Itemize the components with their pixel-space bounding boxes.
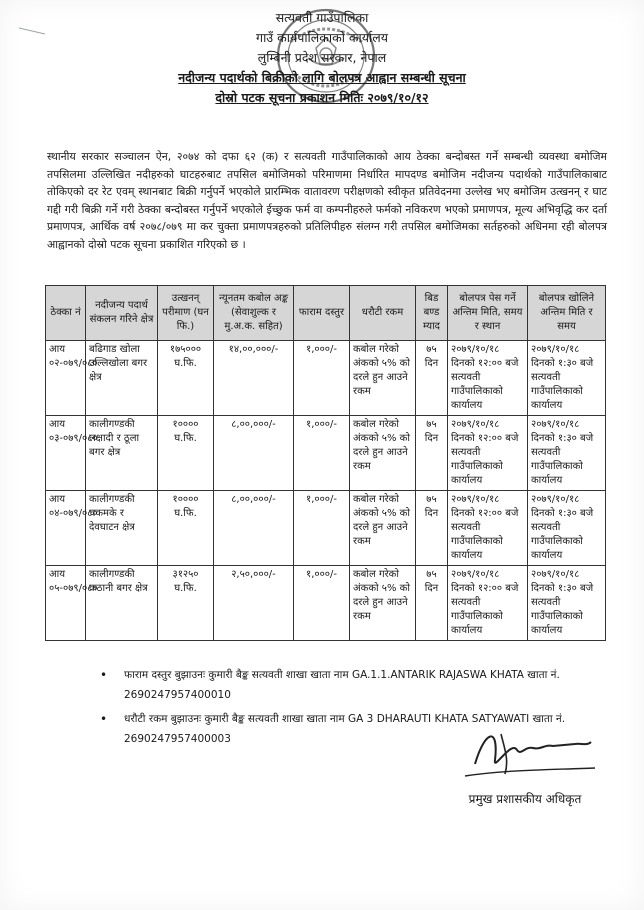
cell-form-fee: १,०००/-: [294, 566, 350, 641]
office-name: गाउँ कार्यपालिकाको कार्यालय: [256, 30, 388, 45]
cell-min-bid: ८,००,०००/-: [214, 491, 294, 566]
cell-contract-no: आय ०२-०७९/०८०: [46, 341, 86, 416]
note-deposit: धरौटी रकम बुझाउनः कुमारी बैङ्क सत्यवती शाखा खाता नाम GA 3 DHARAUTI KHATA SATYAWATI खाता नं. 2690247957400003: [124, 713, 566, 745]
header-area: नदीजन्य पदार्थ संकलन गरिने क्षेत्र: [86, 286, 158, 341]
header-quantity: उत्खनन् परीमाण (घन फि.): [158, 286, 214, 341]
header-deposit: धरौटी रकम: [350, 286, 416, 341]
cell-quantity: ३१२५० घ.फि.: [158, 566, 214, 641]
list-item: [100, 665, 612, 705]
note-form-fee: फाराम दस्तुर बुझाउनः कुमारी बैङ्क सत्यवती शाखा खाता नाम GA.1.1.ANTARIK RAJASWA KHATA खाता नं. 2690247957400010: [124, 669, 560, 701]
cell-min-bid: १४,००,०००/-: [214, 341, 294, 416]
cell-form-fee: १,०००/-: [294, 341, 350, 416]
cell-deposit: कबोल गरेको अंकको ५% को दरले हुन आउने रकम: [350, 341, 416, 416]
table-row: [46, 566, 606, 641]
cell-bid-bond: ७५ दिन: [416, 416, 448, 491]
header-form-fee: फाराम दस्तुर: [294, 286, 350, 341]
cell-quantity: १७५००० घ.फि.: [158, 341, 214, 416]
cell-deposit: कबोल गरेको अंकको ५% को दरले हुन आउने रकम: [350, 491, 416, 566]
notice-subtitle: दोस्रो पटक सूचना प्रकाशन मितिः २०७९/१०/१२: [215, 90, 429, 105]
cell-contract-no: आय ०४-०७९/०८०: [46, 491, 86, 566]
signatory-title: प्रमुख प्रशासकीय अधिकृत: [468, 792, 582, 806]
table-header-row: [46, 286, 606, 341]
cell-form-fee: १,०००/-: [294, 491, 350, 566]
cell-contract-no: आय ०३-०७९/०८०: [46, 416, 86, 491]
province-name: लुम्बिनी प्रदेश सरकार, नेपाल: [257, 50, 387, 65]
cell-submission: २०७९/१०/१८ दिनको १२:०० बजे सत्यवती गाउँपालिकाको कार्यालय: [448, 341, 528, 416]
cell-deposit: कबोल गरेको अंकको ५% को दरले हुन आउने रकम: [350, 566, 416, 641]
cell-quantity: १०००० घ.फि.: [158, 491, 214, 566]
notice-title: नदीजन्य पदार्थको बिक्रीको लागि बोलपत्र आह्वान सम्बन्धी सूचना: [178, 70, 466, 85]
cell-bid-bond: ७५ दिन: [416, 491, 448, 566]
table-row: [46, 491, 606, 566]
signature-icon: [455, 720, 605, 780]
table-row: [46, 341, 606, 416]
cell-area: कालीगण्डकी चकमके र देवघाटन क्षेत्र: [86, 491, 158, 566]
header-contract-no: ठेक्का नं: [46, 286, 86, 341]
letterhead: [0, 6, 644, 108]
header-opening: बोलपत्र खोलिने अन्तिम मिति र समय: [528, 286, 606, 341]
table-row: [46, 416, 606, 491]
bullet-icon: •: [100, 712, 108, 726]
intro-paragraph: स्थानीय सरकार सञ्चालन ऐन, २०७४ को दफा ६२ (क) र सत्यवती गाउँपालिकाको आय ठेक्का बन्दोबस्त गर्ने सम्बन्धी व्यवस्था बमोजिम तपसिलमा उल्लिखित नदीहरुको घाटहरुबाट तपसिल बमोजिमको परिमाणमा निर्धारित मापदण्ड बमोजिम नदीजन्य पदार्थको गाउँपालिकाबाट तोकिएको दर रेट एवम् स्थानबाट बिक्री गर्नुपर्ने भएकोले प्रारम्भिक वातावरण परीक्षणको स्वीकृत प्रतिवेदनमा उल्लेख भए बमोजिम उत्खनन् र घाट गद्दी गरी बिक्री गर्ने गरी ठेक्का बन्दोबस्त गर्नुपर्ने भएकोले ईच्छुक फर्म वा कम्पनीहरुले फर्मको नविकरण भएको प्रमाणपत्र, मूल्य अभिवृद्धि कर दर्ता प्रमाणपत्र, आर्थिक वर्ष २०७८/०७९ मा कर चुक्ता प्रमाणपत्रहरुको प्रतिलिपीहरु संलग्न गरी तपसिल बमोजिमका सर्तहरुको अधिनमा रही बोलपत्र आह्वानको दोस्रो पटक सूचना प्रकाशित गरिएको छ ।: [47, 150, 607, 251]
cell-opening: २०७९/१०/१८ दिनको १:३० बजे सत्यवती गाउँपालिकाको कार्यालय: [528, 491, 606, 566]
cell-opening: २०७९/१०/१८ दिनको १:३० बजे सत्यवती गाउँपालिकाको कार्यालय: [528, 566, 606, 641]
header-submission: बोलपत्र पेस गर्ने अन्तिम मिति, समय र स्थान: [448, 286, 528, 341]
cell-bid-bond: ७५ दिन: [416, 566, 448, 641]
header-min-bid: न्यूनतम कबोल अङ्क (सेवाशुल्क र मु.अ.क. सहित): [214, 286, 294, 341]
municipality-name: सत्यवती गाउँपालिका: [275, 10, 369, 25]
cell-submission: २०७९/१०/१८ दिनको १२:०० बजे सत्यवती गाउँपालिकाको कार्यालय: [448, 416, 528, 491]
bid-table: [45, 285, 606, 641]
header-bid-bond: बिड बण्ड म्याद: [416, 286, 448, 341]
cell-submission: २०७९/१०/१८ दिनको १२:०० बजे सत्यवती गाउँपालिकाको कार्यालय: [448, 491, 528, 566]
cell-quantity: १०००० घ.फि.: [158, 416, 214, 491]
cell-submission: २०७९/१०/१८ दिनको १२:०० बजे सत्यवती गाउँपालिकाको कार्यालय: [448, 566, 528, 641]
cell-opening: २०७९/१०/१८ दिनको १:३० बजे सत्यवती गाउँपालिकाको कार्यालय: [528, 416, 606, 491]
bullet-icon: •: [100, 668, 108, 682]
cell-form-fee: १,०००/-: [294, 416, 350, 491]
cell-bid-bond: ७५ दिन: [416, 341, 448, 416]
cell-opening: २०७९/१०/१८ दिनको १:३० बजे सत्यवती गाउँपालिकाको कार्यालय: [528, 341, 606, 416]
cell-area: कालीगण्डकी कठानी बगर क्षेत्र: [86, 566, 158, 641]
cell-min-bid: २,५०,०००/-: [214, 566, 294, 641]
cell-contract-no: आय ०५-०७९/०८०: [46, 566, 86, 641]
cell-min-bid: ८,००,०००/-: [214, 416, 294, 491]
cell-area: बढिगाड खोला उल्लिखोला बगर क्षेत्र: [86, 341, 158, 416]
cell-area: कालीगण्डकी लक्षादी र ठूला बगर क्षेत्र: [86, 416, 158, 491]
cell-deposit: कबोल गरेको अंकको ५% को दरले हुन आउने रकम: [350, 416, 416, 491]
